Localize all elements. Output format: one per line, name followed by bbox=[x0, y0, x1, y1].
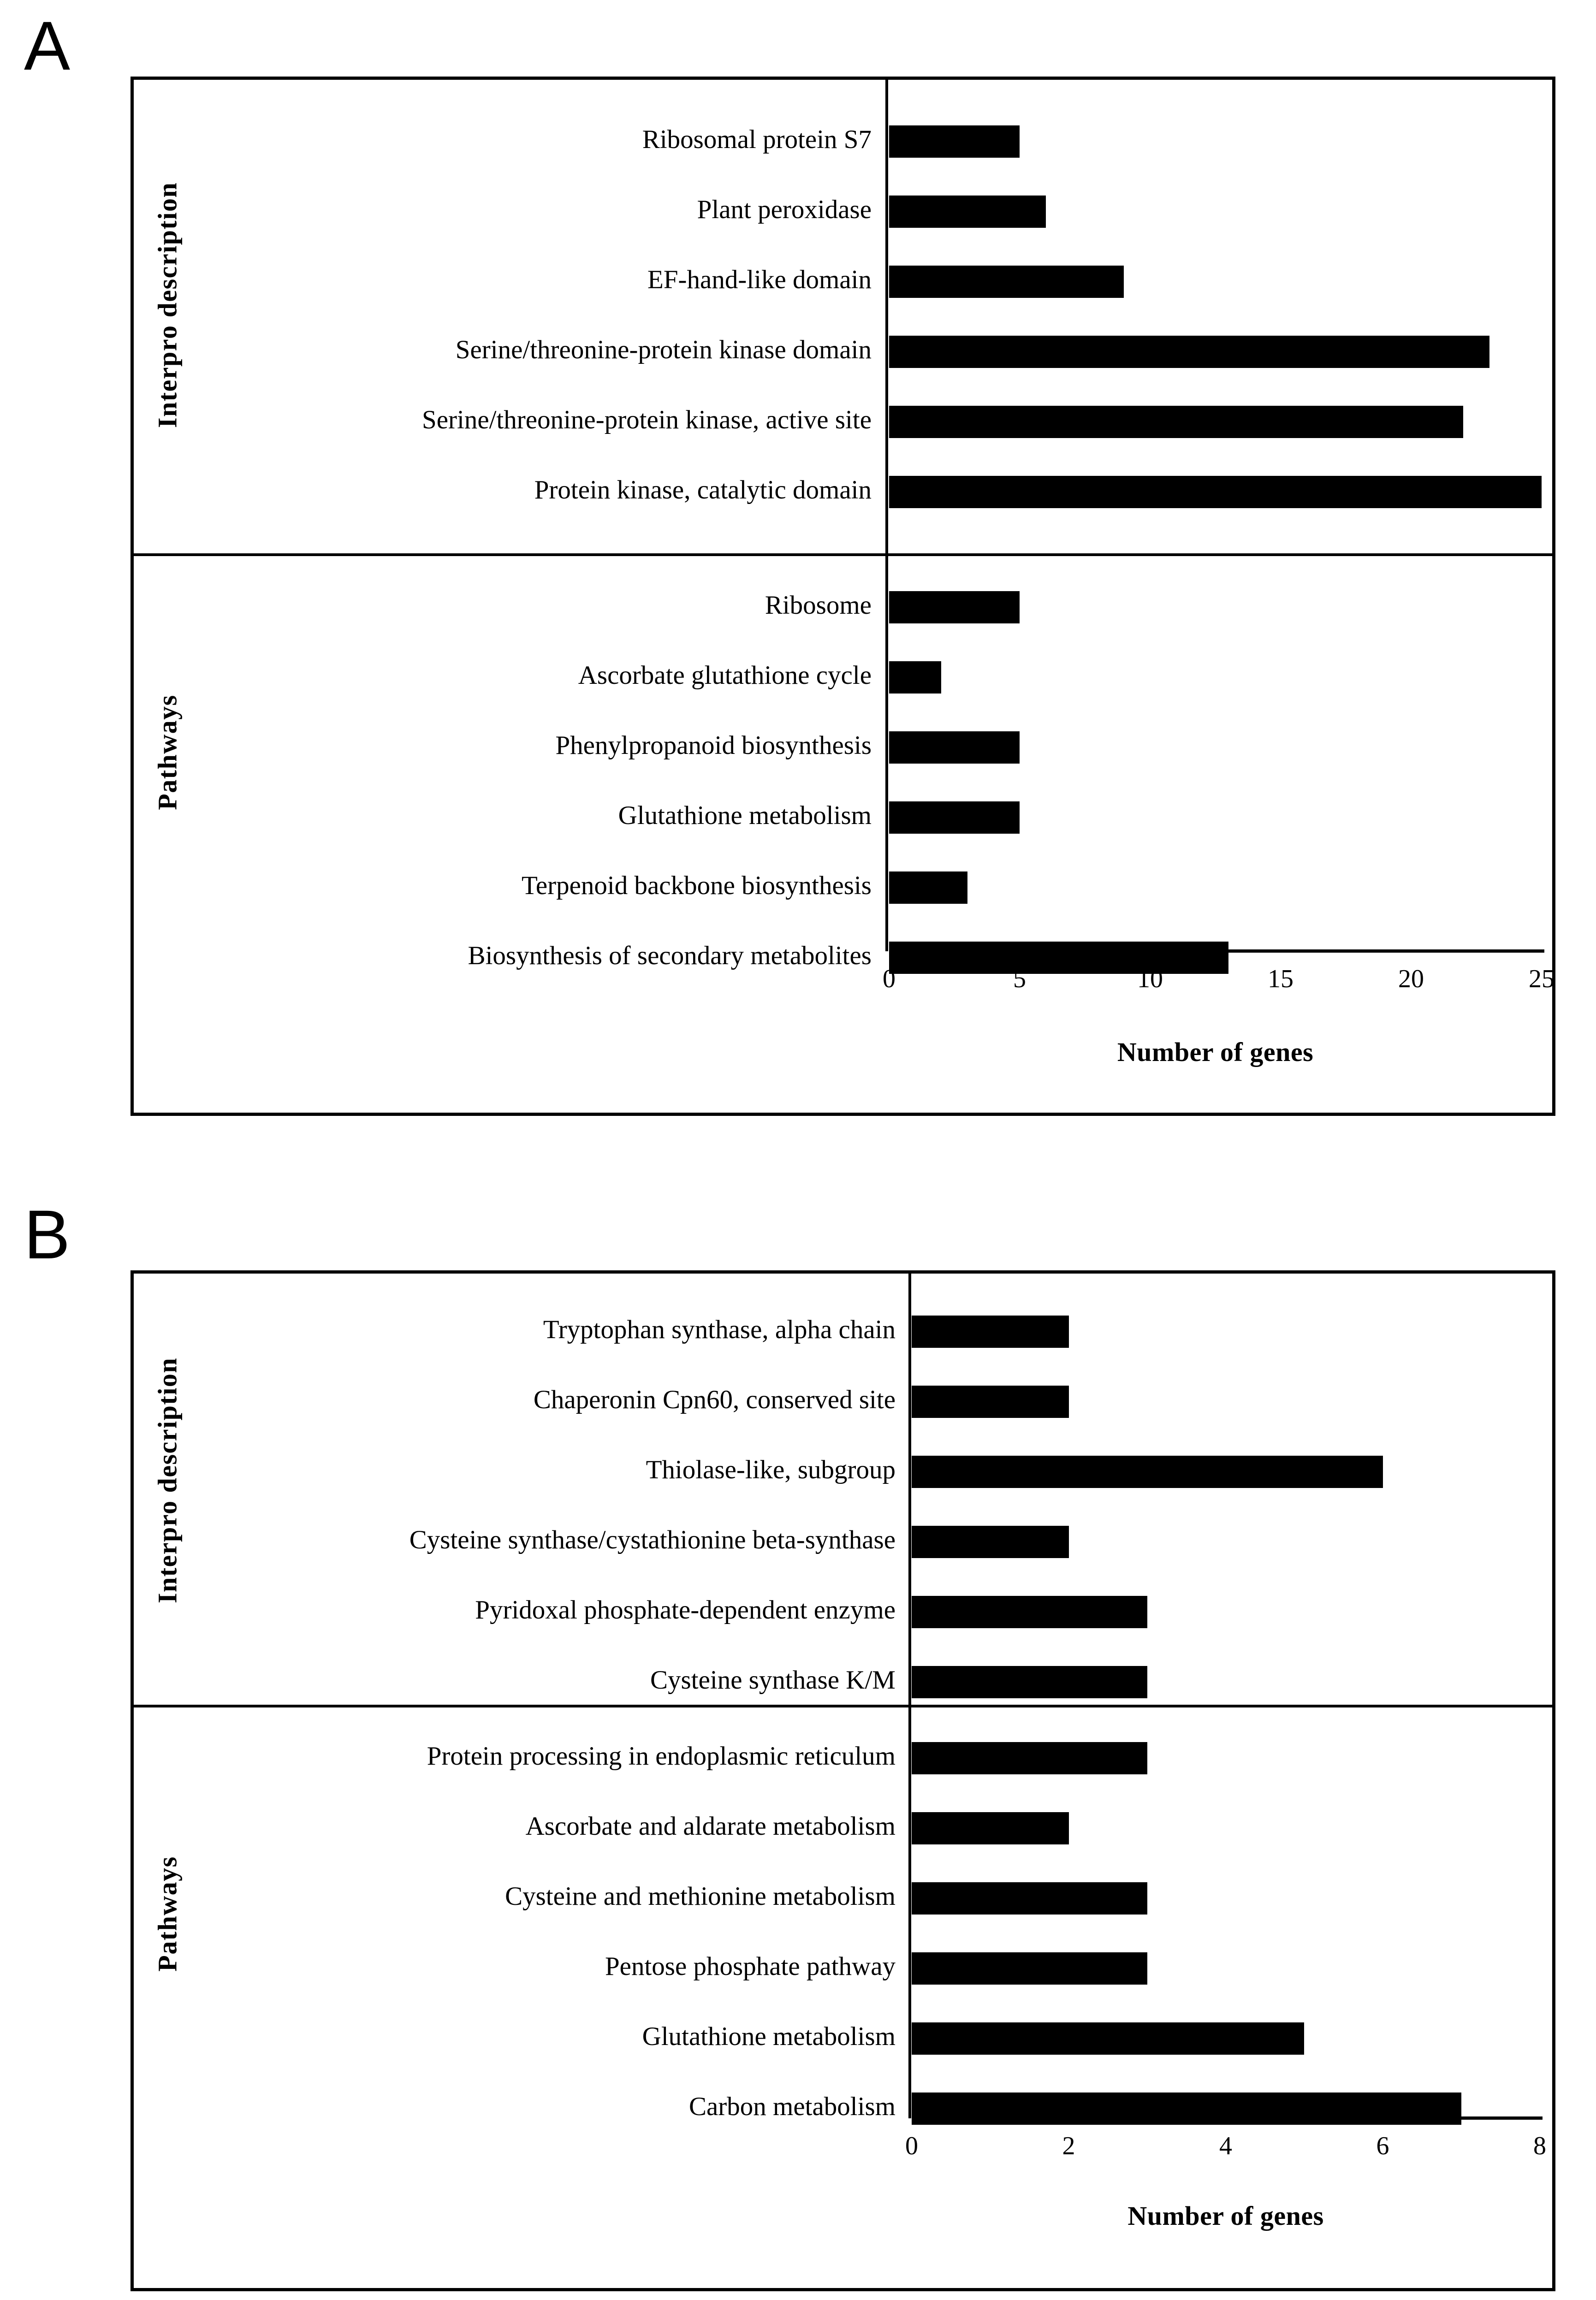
panel-letter-a: A bbox=[24, 7, 71, 84]
bar-category-label: Terpenoid backbone biosynthesis bbox=[521, 871, 872, 900]
bar-category-label: Protein processing in endoplasmic reticulum bbox=[427, 1742, 896, 1771]
bar-row bbox=[134, 1367, 1559, 1437]
x-axis-line bbox=[912, 2116, 1543, 2120]
bar bbox=[889, 196, 1046, 228]
bar-row bbox=[134, 1933, 1559, 2004]
section-title-pathways: Pathways bbox=[152, 694, 183, 810]
bar bbox=[912, 1812, 1069, 1844]
section-title-pathways: Pathways bbox=[152, 1856, 183, 1972]
bar bbox=[889, 336, 1489, 368]
bar-row bbox=[134, 247, 1559, 317]
bar bbox=[912, 1742, 1147, 1774]
bar-category-label: Carbon metabolism bbox=[688, 2092, 896, 2121]
bar bbox=[912, 1952, 1147, 1985]
bar-row bbox=[134, 457, 1559, 527]
x-tick-label: 0 bbox=[883, 965, 896, 993]
bar bbox=[889, 801, 1020, 834]
bar-category-label: Pyridoxal phosphate-dependent enzyme bbox=[475, 1595, 896, 1624]
bar-category-label: EF-hand-like domain bbox=[647, 265, 872, 294]
x-tick-label: 4 bbox=[1219, 2132, 1232, 2160]
bar-row bbox=[134, 853, 1559, 923]
bar-row bbox=[134, 923, 1559, 993]
bar-row bbox=[134, 572, 1559, 642]
bar-category-label: Cysteine and methionine metabolism bbox=[505, 1882, 896, 1911]
section-title-interpro: Interpro description bbox=[152, 1357, 183, 1604]
bar bbox=[889, 942, 1228, 974]
bar-row bbox=[134, 387, 1559, 457]
x-tick-label: 6 bbox=[1376, 2132, 1389, 2160]
bar-category-label: Chaperonin Cpn60, conserved site bbox=[533, 1385, 896, 1414]
x-tick-label: 8 bbox=[1533, 2132, 1546, 2160]
bar bbox=[912, 2093, 1461, 2125]
bar-row bbox=[134, 107, 1559, 177]
bar bbox=[889, 125, 1020, 158]
bar-row bbox=[134, 1863, 1559, 1933]
bar-category-label: Cysteine synthase K/M bbox=[650, 1666, 896, 1695]
bar-category-label: Ribosome bbox=[765, 591, 872, 620]
bar-row bbox=[134, 782, 1559, 853]
bar-row bbox=[134, 1647, 1559, 1717]
bar bbox=[889, 591, 1020, 623]
bar-category-label: Cysteine synthase/cystathionine beta-synthase bbox=[409, 1525, 896, 1554]
x-tick-label: 25 bbox=[1529, 965, 1554, 993]
bar bbox=[912, 1456, 1383, 1488]
section-title-interpro: Interpro description bbox=[152, 182, 183, 428]
bar-category-label: Protein kinase, catalytic domain bbox=[534, 475, 872, 504]
bar-category-label: Serine/threonine-protein kinase domain bbox=[455, 335, 872, 364]
x-axis-line bbox=[889, 949, 1544, 953]
bar bbox=[889, 871, 967, 904]
bar-category-label: Thiolase-like, subgroup bbox=[646, 1455, 896, 1484]
bar bbox=[912, 2022, 1304, 2055]
bar bbox=[912, 1386, 1069, 1418]
x-axis-title: Number of genes bbox=[1127, 2201, 1324, 2231]
panel-letter-b: B bbox=[24, 1196, 71, 1273]
x-tick-label: 2 bbox=[1062, 2132, 1075, 2160]
x-tick-label: 10 bbox=[1137, 965, 1163, 993]
bar-category-label: Pentose phosphate pathway bbox=[605, 1952, 896, 1981]
bar bbox=[889, 266, 1124, 298]
bar-category-label: Serine/threonine-protein kinase, active site bbox=[422, 405, 872, 434]
figure-panel-b bbox=[131, 1270, 1555, 2291]
bar-category-label: Glutathione metabolism bbox=[618, 801, 872, 830]
bar bbox=[912, 1316, 1069, 1348]
figure-panel-a bbox=[131, 77, 1555, 1116]
x-axis-title: Number of genes bbox=[1117, 1037, 1314, 1067]
bar-row bbox=[134, 1723, 1559, 1793]
bar-row bbox=[134, 712, 1559, 782]
bar-category-label: Glutathione metabolism bbox=[642, 2022, 896, 2051]
bar bbox=[912, 1666, 1147, 1698]
bar-category-label: Ascorbate and aldarate metabolism bbox=[525, 1812, 896, 1841]
section-divider bbox=[134, 553, 1552, 556]
bar-row bbox=[134, 2004, 1559, 2074]
bar-row bbox=[134, 1793, 1559, 1863]
bar bbox=[889, 661, 941, 694]
bar-category-label: Plant peroxidase bbox=[697, 195, 872, 224]
bar-category-label: Biosynthesis of secondary metabolites bbox=[468, 941, 872, 970]
bar bbox=[912, 1882, 1147, 1915]
bar bbox=[889, 731, 1020, 764]
bar-row bbox=[134, 177, 1559, 247]
bar-row bbox=[134, 1577, 1559, 1647]
bar-category-label: Ribosomal protein S7 bbox=[642, 125, 872, 154]
bar-row bbox=[134, 317, 1559, 387]
bar bbox=[889, 476, 1542, 508]
bar bbox=[889, 406, 1463, 438]
x-tick-label: 5 bbox=[1013, 965, 1026, 993]
bar-category-label: Phenylpropanoid biosynthesis bbox=[555, 731, 872, 760]
bar-category-label: Tryptophan synthase, alpha chain bbox=[543, 1315, 896, 1344]
bar-row bbox=[134, 1507, 1559, 1577]
bar-row bbox=[134, 1437, 1559, 1507]
x-tick-label: 0 bbox=[905, 2132, 918, 2160]
bar-row bbox=[134, 2074, 1559, 2144]
bar-row bbox=[134, 1297, 1559, 1367]
x-tick-label: 20 bbox=[1398, 965, 1424, 993]
bar-category-label: Ascorbate glutathione cycle bbox=[578, 661, 872, 690]
bar bbox=[912, 1526, 1069, 1558]
x-tick-label: 15 bbox=[1268, 965, 1293, 993]
bar bbox=[912, 1596, 1147, 1628]
bar-row bbox=[134, 642, 1559, 712]
